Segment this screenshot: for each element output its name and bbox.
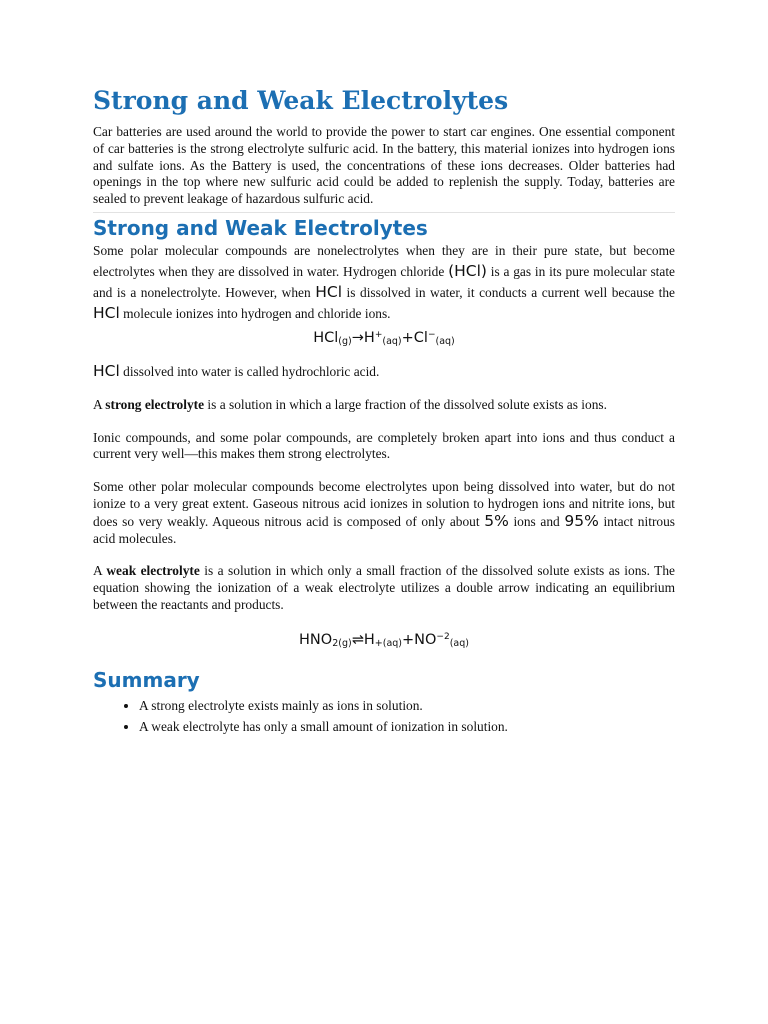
list-item: • A strong electrolyte exists mainly as ions in solution.	[139, 695, 675, 716]
eq-term: NO	[414, 631, 437, 648]
list-item: • A weak electrolyte has only a small amount of ionization in solution.	[139, 716, 675, 737]
eq-state: (aq)	[435, 335, 455, 347]
formula-hcl: (HCl)	[448, 261, 487, 280]
intro-paragraph: Car batteries are used around the world to provide the power to start car engines. One essential component of car batteries is the strong electrolyte sulfuric acid. In the battery, this material ionizes into hydrogen ions and sulfate ions. As the Battery is used, the concentrations of these ions decreases. Older batteries had openings in the top where new sulfuric acid could be added to replenish the supply. Today, batteries are sealed to prevent leakage of hazardous sulfuric acid.	[93, 124, 675, 207]
section-heading: Strong and Weak Electrolytes	[93, 215, 428, 240]
paragraph-polar-compounds	[93, 241, 675, 324]
equation-hno2-ionization	[93, 626, 675, 655]
eq-term: H	[363, 329, 375, 346]
eq-charge: +	[374, 329, 383, 340]
text-run: A	[93, 563, 107, 579]
percentage: 5%	[484, 511, 509, 530]
text-run: intact nitrous acid molecules.	[93, 513, 676, 546]
eq-state: (g)	[338, 335, 352, 347]
equation-hcl-ionization	[93, 324, 675, 353]
eq-state: (aq)	[382, 335, 402, 347]
eq-charge: +	[374, 637, 383, 649]
text-run: molecule ionizes into hydrogen and chloride ions.	[119, 305, 391, 321]
section-divider	[93, 212, 675, 213]
term-weak-electrolyte: weak electrolyte	[106, 563, 200, 579]
text-run: is a solution in which a large fraction of the dissolved solute exists as ions.	[204, 396, 607, 412]
document-page	[93, 86, 675, 737]
paragraph-strong-electrolyte	[93, 397, 675, 414]
formula-hcl: HCl	[315, 282, 343, 301]
percentage: 95%	[564, 511, 599, 530]
text-run: is a solution in which only a small fraction of the dissolved solute exists as ions. The equation showing the ionization of a weak electrolyte utilizes a double arrow indicating an equilibrium between the reactants and products.	[93, 563, 675, 612]
text-run: is dissolved in water, it conducts a current well because the	[342, 284, 675, 300]
eq-term: Cl	[413, 329, 428, 346]
paragraph-nitrous-acid	[93, 479, 675, 547]
eq-plus: +	[402, 631, 415, 648]
text-run: A	[93, 396, 106, 412]
eq-charge: −2	[436, 631, 450, 642]
text-run: is a gas in its pure molecular state and is a nonelectrolyte. However, when	[93, 263, 675, 300]
term-strong-electrolyte: strong electrolyte	[105, 396, 205, 412]
eq-term: HCl	[313, 329, 339, 346]
paragraph-ionic-compounds: Ionic compounds, and some polar compounds, are completely broken apart into ions and thus conduct a current very well—this makes them strong electrolytes.	[93, 429, 675, 462]
eq-term: HNO	[299, 631, 333, 648]
eq-plus: +	[401, 329, 414, 346]
eq-state: 2(g)	[332, 637, 352, 649]
formula-hcl: HCl	[93, 303, 120, 322]
eq-state: (aq)	[449, 637, 469, 649]
eq-arrow: ⇌	[351, 631, 364, 648]
paragraph-weak-electrolyte	[93, 563, 675, 613]
text-run: dissolved into water is called hydrochloric acid.	[119, 363, 380, 379]
paragraph-hydrochloric-acid	[93, 363, 675, 381]
summary-list	[93, 695, 675, 737]
eq-term: H	[363, 631, 375, 648]
formula-hcl: HCl	[93, 361, 120, 380]
text-run: ions and	[508, 513, 565, 529]
summary-heading: Summary	[93, 667, 200, 692]
eq-state: (aq)	[382, 637, 402, 649]
eq-arrow: →	[351, 329, 364, 346]
text-run: Some other polar molecular compounds become electrolytes upon being dissolved into water, but do not ionize to a very great extent. Gaseous nitrous acid ionizes in solution to hydrogen ions and nitrite ions, but does so very weakly. Aqueous nitrous acid is composed of only about	[93, 479, 675, 529]
eq-charge: −	[427, 329, 436, 340]
text-run: Some polar molecular compounds are nonelectrolytes when they are in their pure state, but become electrolytes when they are dissolved in water. Hydrogen chloride	[93, 242, 675, 279]
page-title: Strong and Weak Electrolytes	[93, 86, 509, 115]
